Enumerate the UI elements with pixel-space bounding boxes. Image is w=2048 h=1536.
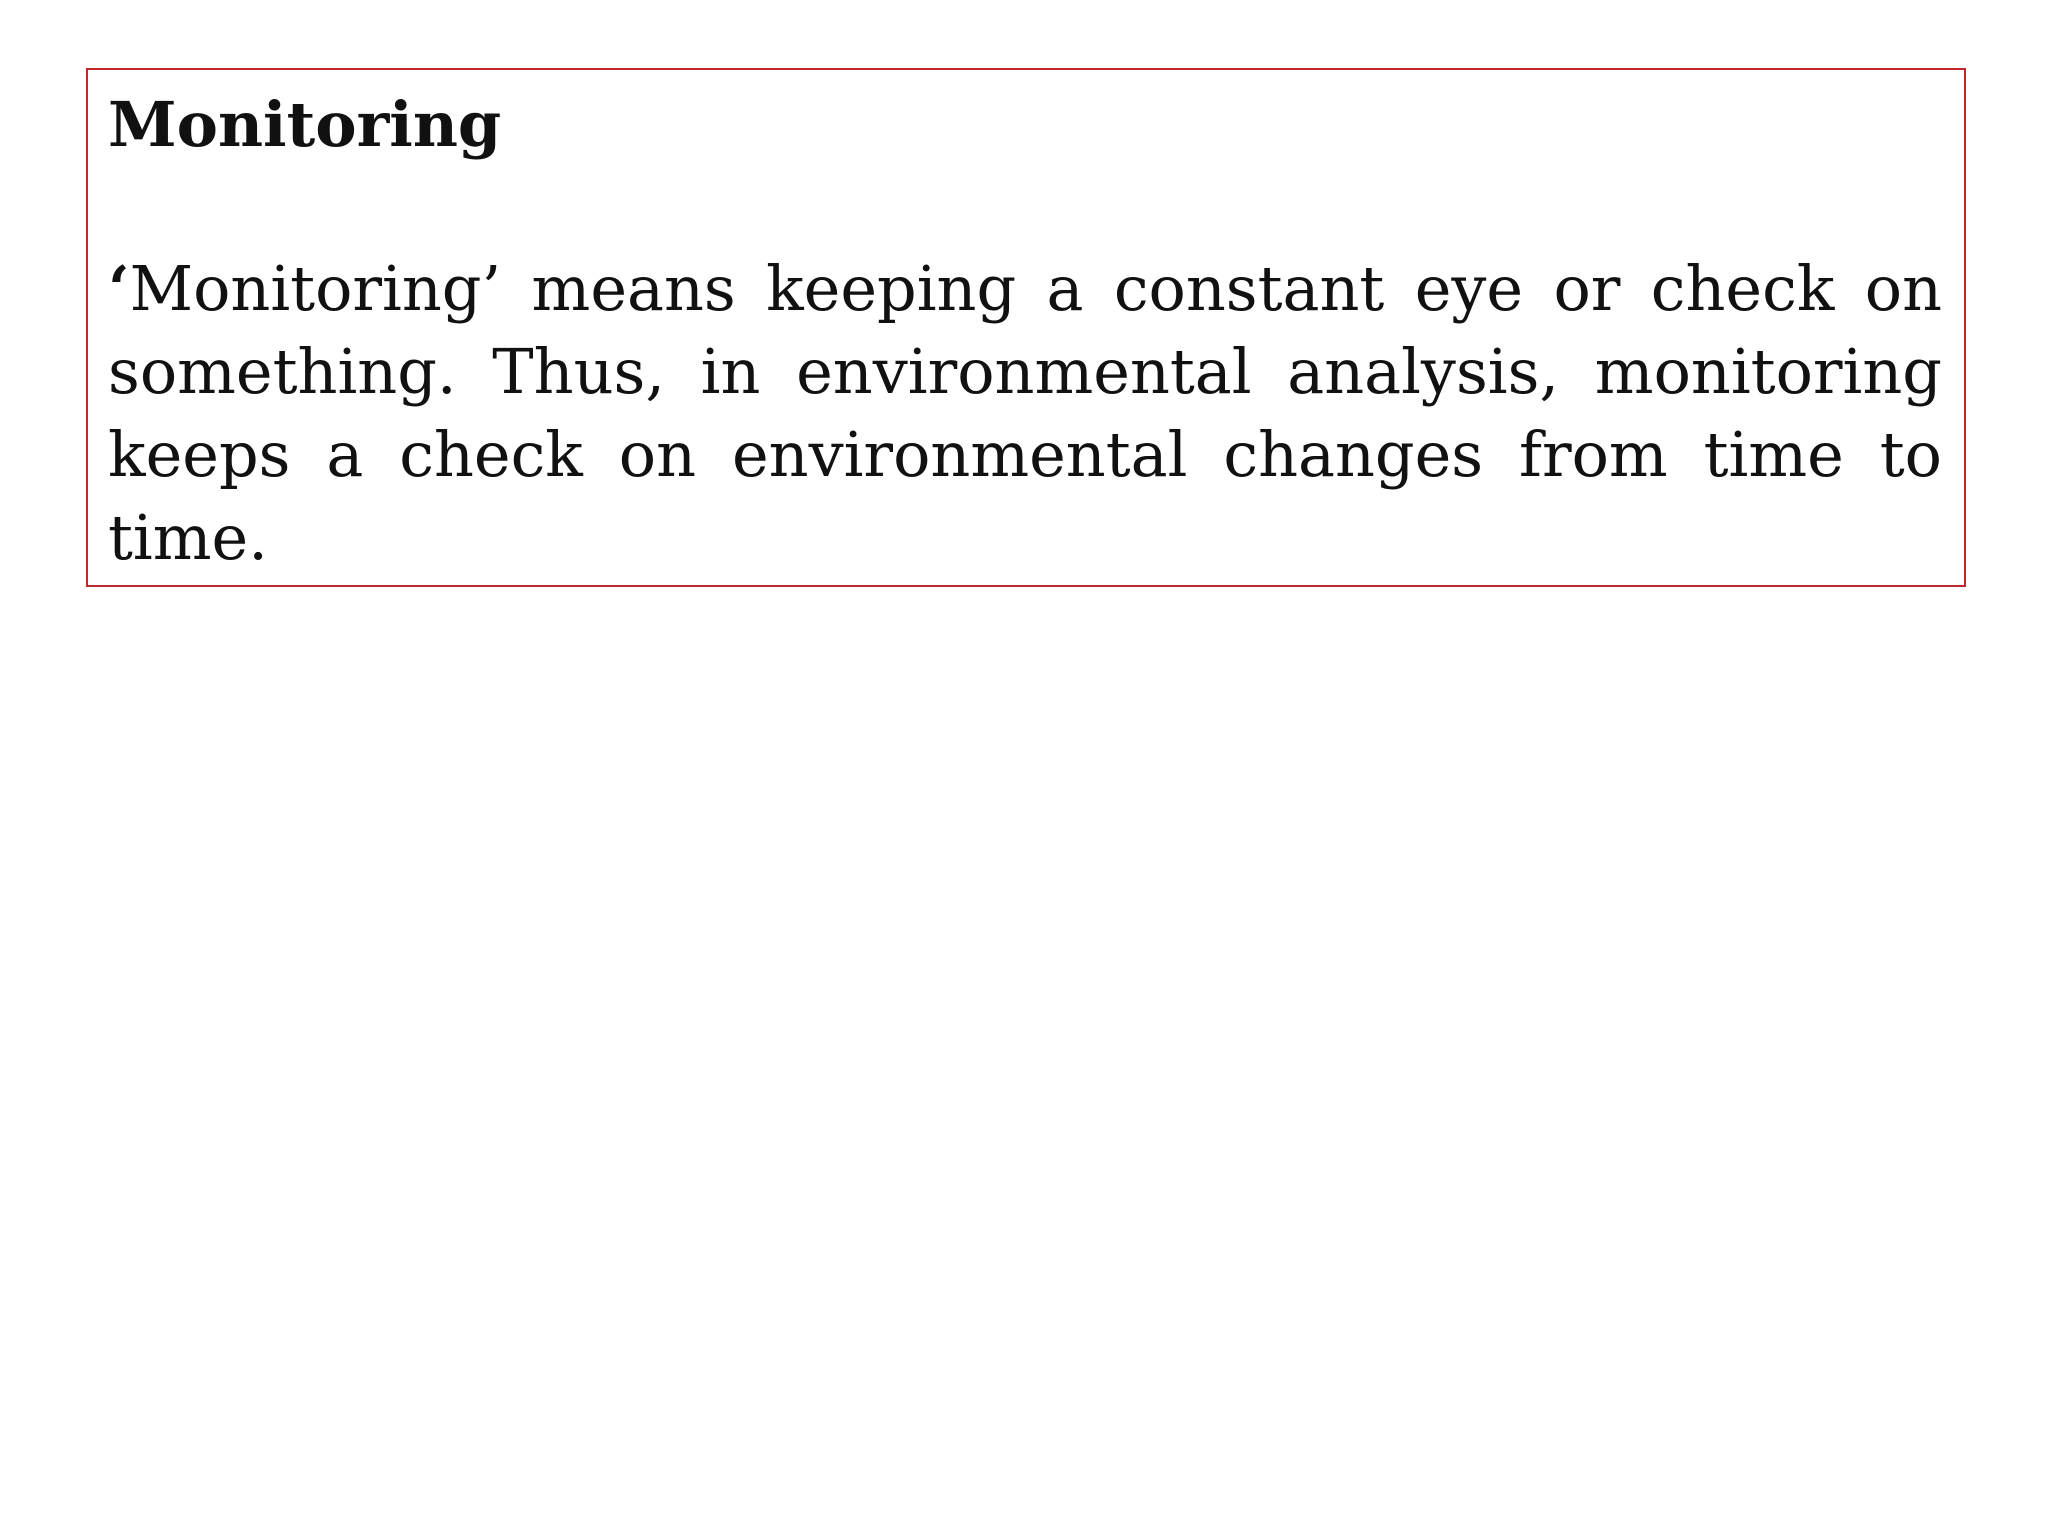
definition-paragraph — [108, 247, 1942, 579]
definition-text: Monitoring’ means keeping a constant eye or check on something. Thus, in environmental analysis, monitoring keeps a check on environmental changes from time to time. — [108, 251, 1942, 574]
slide-heading: Monitoring — [108, 88, 502, 161]
spacer — [108, 164, 1942, 247]
opening-quote-mark: ‘ — [108, 251, 130, 325]
definition-box — [86, 68, 1966, 587]
